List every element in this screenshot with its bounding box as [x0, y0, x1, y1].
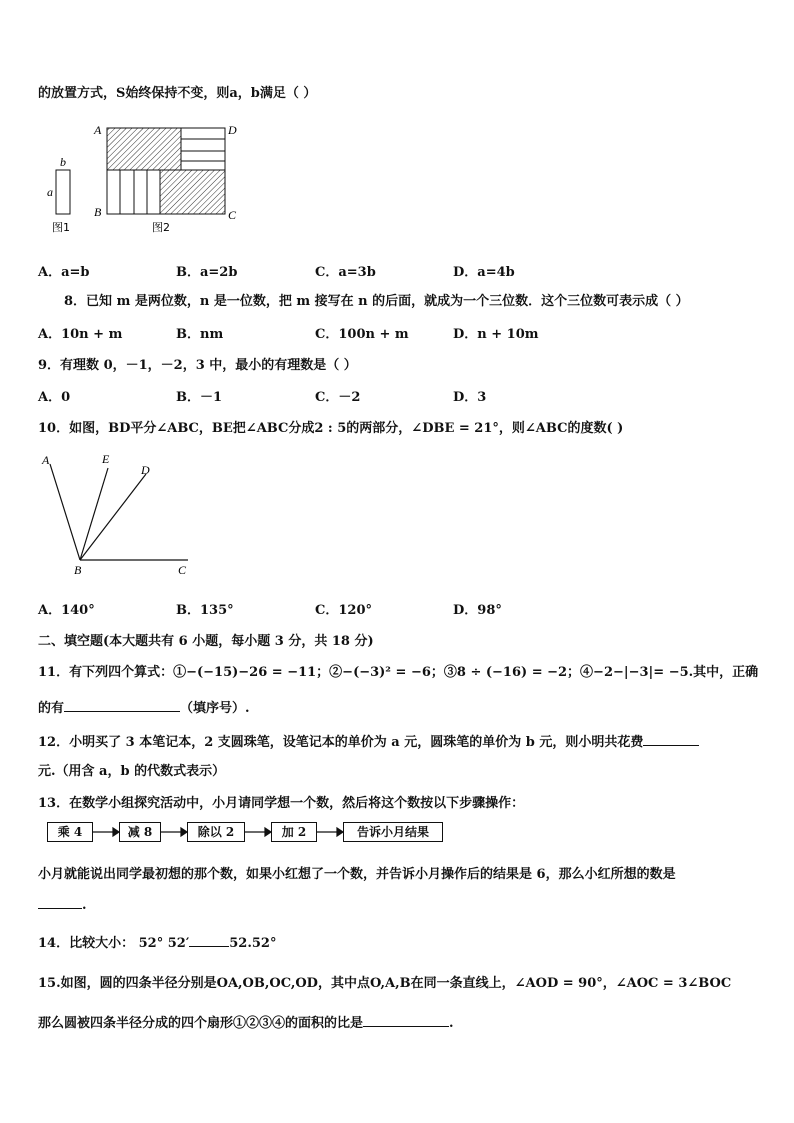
fig2-label-C: C	[228, 208, 237, 222]
q14-line	[38, 932, 276, 951]
fig2-hatch-top	[107, 128, 181, 170]
q11-line1: 11．有下列四个算式：①−(−15)−26 = −11；②−(−3)² = −6；③8 ÷ (−16) = −2；④−2−|−3|= −5.其中，正确	[38, 665, 759, 680]
q10-option-b: B．135°	[176, 603, 234, 618]
q7-option-d: D．a=4b	[453, 265, 515, 280]
q8-option-d: D．n + 10m	[453, 327, 539, 342]
q13-line3	[38, 896, 87, 913]
flow-step-2: 减 8	[119, 822, 161, 842]
flow-step-1: 乘 4	[47, 822, 93, 842]
q12-answer-blank[interactable]	[643, 733, 699, 746]
q7-figure	[40, 118, 260, 238]
q15-line2	[38, 1012, 454, 1031]
fig2-hatch-bottom	[160, 170, 225, 214]
q8-stem: 8．已知 m 是两位数，n 是一位数，把 m 接写在 n 的后面，就成为一个三位数．这个三位数可表示成（ ）	[64, 294, 689, 309]
fig2-label-D: D	[228, 123, 237, 137]
q8-option-a: A．10n + m	[38, 327, 123, 342]
q8-option-c: C．100n + m	[315, 327, 409, 342]
q10-label-A: A	[42, 453, 50, 467]
q11-line2-pre: 的有	[38, 701, 65, 716]
q10-label-C: C	[178, 563, 187, 577]
section-2-heading: 二、填空题(本大题共有 6 小题，每小题 3 分，共 18 分)	[38, 634, 374, 649]
q9-option-b: B．－1	[176, 390, 223, 405]
q13-answer-blank[interactable]	[38, 896, 82, 909]
q15-line1: 15.如图，圆的四条半径分别是OA,OB,OC,OD，其中点O,A,B在同一条直线上，∠AOD = 90°，∠AOC = 3∠BOC	[38, 976, 732, 991]
fig1-caption: 图1	[52, 221, 70, 234]
fig1-label-b: b	[60, 155, 66, 169]
q10-figure	[38, 450, 198, 580]
flow-arrows	[47, 822, 447, 844]
q7-stem-tail: 的放置方式，S始终保持不变，则a，b满足（ ）	[38, 86, 317, 101]
q14-answer-blank[interactable]	[189, 934, 229, 947]
q7-option-c: C．a=3b	[315, 265, 376, 280]
flow-step-3: 除以 2	[187, 822, 245, 842]
q10-option-a: A．140°	[38, 603, 95, 618]
fig1-rect	[56, 170, 70, 214]
q10-option-c: C．120°	[315, 603, 372, 618]
q9-option-c: C．－2	[315, 390, 361, 405]
q9-option-d: D．3	[453, 390, 487, 405]
fig1-label-a: a	[47, 185, 53, 199]
q15-answer-blank[interactable]	[363, 1014, 449, 1027]
q11-answer-blank[interactable]	[64, 699, 180, 712]
q10-label-E: E	[102, 452, 110, 466]
q13-line2: 小月就能说出同学最初想的那个数，如果小红想了一个数，并告诉小月操作后的结果是 6，那么小红所想的数是	[38, 867, 676, 882]
q7-option-b: B．a=2b	[176, 265, 238, 280]
fig2-label-B: B	[94, 205, 102, 219]
q10-stem: 10．如图，BD平分∠ABC，BE把∠ABC分成2 : 5的两部分，∠DBE = 21°，则∠ABC的度数( )	[38, 421, 624, 436]
q10-label-D: D	[141, 463, 150, 477]
q11-line2	[38, 697, 250, 716]
q9-option-a: A．0	[38, 390, 71, 405]
q12-line1	[38, 731, 699, 750]
flow-step-5: 告诉小月结果	[343, 822, 443, 842]
q11-line2-post: （填序号）.	[180, 701, 250, 716]
q12-line1-text: 12．小明买了 3 本笔记本，2 支圆珠笔，设笔记本的单价为 a 元，圆珠笔的单价为 b 元，则小明共花费	[38, 735, 644, 750]
flow-step-4: 加 2	[271, 822, 317, 842]
q13-stem: 13．在数学小组探究活动中，小月请同学想一个数，然后将这个数按以下步骤操作：	[38, 796, 525, 811]
q10-option-d: D．98°	[453, 603, 502, 618]
q13-line3-post: .	[82, 898, 87, 913]
fig2-label-A: A	[94, 123, 102, 137]
q15-line2-post: .	[449, 1016, 454, 1031]
q12-line2: 元.（用含 a，b 的代数式表示）	[38, 764, 226, 779]
q7-option-a: A．a=b	[38, 265, 90, 280]
q14-pre: 14．比较大小： 52° 52′	[38, 936, 190, 951]
q15-line2-pre: 那么圆被四条半径分成的四个扇形①②③④的面积的比是	[38, 1016, 364, 1031]
q9-stem: 9．有理数 0，－1，－2，3 中，最小的有理数是（ ）	[38, 358, 357, 373]
q14-post: 52.52°	[229, 936, 277, 951]
fig2-caption: 图2	[152, 221, 170, 234]
q10-label-B: B	[74, 563, 82, 577]
q8-option-b: B．nm	[176, 327, 224, 342]
